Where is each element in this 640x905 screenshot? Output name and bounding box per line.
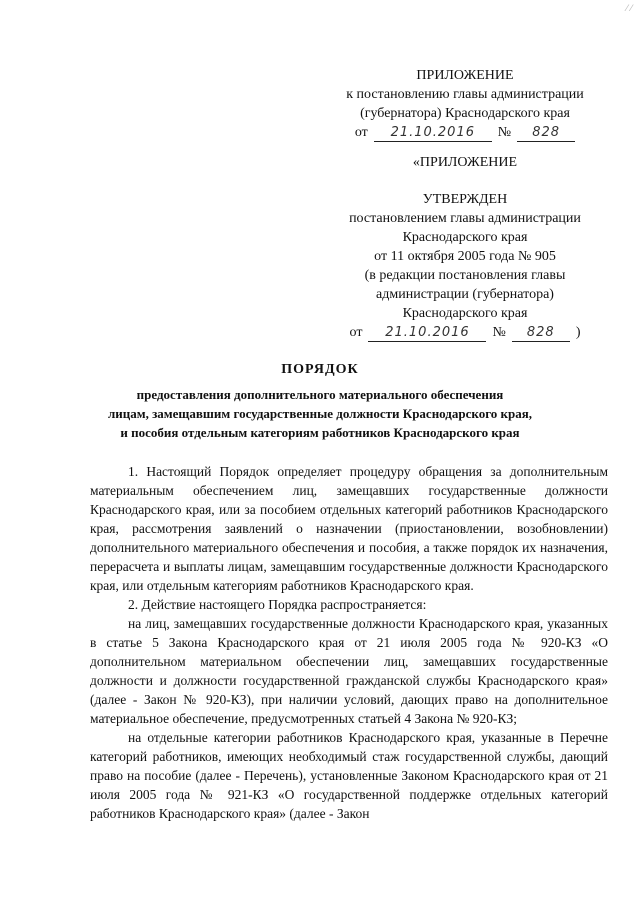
approval-line: постановлением главы администрации [349, 211, 581, 226]
paragraph: на лиц, замещавших государственные должности Краснодарского края, указанных в статье 5 Закона Краснодарского края от 21 июля 2005 года № 920-КЗ «О дополнительном материальном обеспечении лиц, замещавших государственные должности и должности государственной гражданской службы Краснодарского края» (далее - Закон № 920-КЗ), при наличии условий, дающих право на дополнительное материальное обеспечение, предусмотренных статьей 4 Закона № 920-КЗ; [90, 616, 608, 726]
handwritten-date: 21.10.2016 [374, 125, 492, 142]
appendix-title: ПРИЛОЖЕНИЕ [416, 68, 514, 83]
paragraph: 2. Действие настоящего Порядка распространяется: [128, 597, 427, 612]
approval-line: от 11 октября 2005 года № 905 [374, 249, 556, 264]
paragraph: на отдельные категории работников Краснодарского края, указанные в Перечне категорий работников, имеющих необходимый стаж государственной службы, дающий право на пособие (далее - Перечень), установленные Законом Краснодарского края от 21 июля 2005 года № 921-КЗ «О государственной поддержке отдельных категорий работников Краснодарского края» (далее - Закон [90, 730, 608, 821]
appendix-header [330, 66, 600, 142]
from-label: от [349, 325, 363, 340]
number-label: № [497, 125, 512, 140]
title-line: и пособия отдельным категориям работников Краснодарского края [120, 425, 520, 440]
approval-line: (в редакции постановления главы [364, 268, 566, 283]
handwritten-number: 828 [512, 325, 570, 342]
approval-line: Краснодарского края [402, 306, 528, 321]
title-main: ПОРЯДОК [281, 362, 359, 377]
approval-line: администрации (губернатора) [376, 287, 554, 302]
appendix-date-row [330, 123, 600, 142]
scan-artifact-icon: ⁄ ⁄ [626, 4, 632, 14]
handwritten-date: 21.10.2016 [368, 325, 486, 342]
approval-header [330, 153, 600, 342]
document-body [90, 462, 608, 823]
approved-label: УТВЕРЖДЕН [422, 192, 508, 207]
handwritten-number: 828 [517, 125, 575, 142]
appendix-line: (губернатора) Краснодарского края [360, 106, 570, 121]
number-label: № [492, 325, 506, 340]
approval-date-row [330, 323, 600, 342]
paragraph: 1. Настоящий Порядок определяет процедуру обращения за дополнительным материальным обеспечением лиц, замещавших государственные должности Краснодарского края, или за пособием отдельных категорий работников Краснодарского края, рассмотрения заявлений о назначении (приостановлении, возобновлении) дополнительного материального обеспечения и пособия, а также порядок их назначения, перерасчета и выплаты лицам, замещавшим государственные должности Краснодарского края, или отдельным категориям работников Краснодарского края. [90, 464, 608, 593]
approval-line: Краснодарского края [402, 230, 528, 245]
closing-paren: ) [575, 325, 581, 340]
from-label: от [354, 125, 368, 140]
appendix-title: «ПРИЛОЖЕНИЕ [412, 155, 518, 170]
appendix-line: к постановлению главы администрации [346, 87, 584, 102]
title-line: предоставления дополнительного материального обеспечения [136, 387, 504, 402]
document-title [40, 360, 600, 442]
title-line: лицам, замещавшим государственные должности Краснодарского края, [107, 406, 533, 421]
